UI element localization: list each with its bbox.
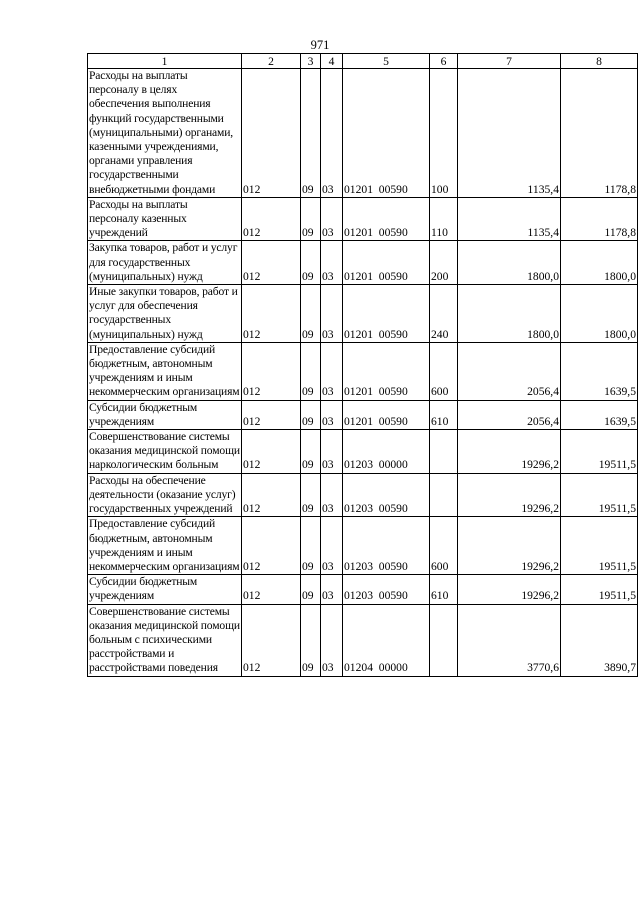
header-cell-3: 3 [301, 54, 321, 69]
cell-col7: 19296,2 [458, 517, 561, 575]
cell-col3: 09 [301, 69, 321, 198]
cell-col5: 01201 00590 [343, 342, 430, 400]
cell-col7: 19296,2 [458, 473, 561, 517]
cell-col6: 610 [430, 575, 458, 604]
table-row [88, 400, 638, 429]
row-name: Субсидии бюджетным учреждениям [88, 400, 242, 429]
header-cell-8: 8 [561, 54, 638, 69]
cell-col5: 01201 00590 [343, 285, 430, 343]
cell-col6: 100 [430, 69, 458, 198]
cell-col5: 01203 00590 [343, 517, 430, 575]
cell-col5: 01204 00000 [343, 604, 430, 676]
table-row [88, 517, 638, 575]
cell-col3: 09 [301, 517, 321, 575]
cell-col7: 1800,0 [458, 285, 561, 343]
cell-col5: 01201 00590 [343, 241, 430, 285]
cell-col4: 03 [321, 473, 343, 517]
cell-col6: 600 [430, 517, 458, 575]
table-row [88, 241, 638, 285]
cell-col3: 09 [301, 285, 321, 343]
cell-col2: 012 [242, 400, 301, 429]
cell-col5: 01203 00000 [343, 430, 430, 474]
row-name: Расходы на выплаты персоналу в целях обеспечения выполнения функций государственными (муниципальными) органами, казенными учреждениями, органами управления государственными внебюджетными фондами [88, 69, 242, 198]
cell-col8: 1178,8 [561, 69, 638, 198]
row-name: Расходы на выплаты персоналу казенных учреждений [88, 197, 242, 241]
table-row [88, 342, 638, 400]
cell-col3: 09 [301, 604, 321, 676]
cell-col7: 19296,2 [458, 430, 561, 474]
cell-col3: 09 [301, 241, 321, 285]
cell-col3: 09 [301, 342, 321, 400]
row-name: Субсидии бюджетным учреждениям [88, 575, 242, 604]
table-row [88, 430, 638, 474]
cell-col6: 600 [430, 342, 458, 400]
header-cell-6: 6 [430, 54, 458, 69]
cell-col8: 1178,8 [561, 197, 638, 241]
cell-col4: 03 [321, 241, 343, 285]
cell-col5: 01201 00590 [343, 197, 430, 241]
table-row [88, 69, 638, 198]
cell-col6 [430, 604, 458, 676]
header-cell-4: 4 [321, 54, 343, 69]
cell-col5: 01201 00590 [343, 69, 430, 198]
cell-col5: 01201 00590 [343, 400, 430, 429]
cell-col7: 2056,4 [458, 400, 561, 429]
cell-col4: 03 [321, 575, 343, 604]
cell-col4: 03 [321, 69, 343, 198]
cell-col2: 012 [242, 473, 301, 517]
cell-col2: 012 [242, 604, 301, 676]
row-name: Иные закупки товаров, работ и услуг для обеспечения государственных (муниципальных) нужд [88, 285, 242, 343]
cell-col4: 03 [321, 517, 343, 575]
cell-col2: 012 [242, 69, 301, 198]
cell-col3: 09 [301, 575, 321, 604]
page-number: 971 [310, 38, 330, 52]
cell-col7: 1135,4 [458, 197, 561, 241]
cell-col8: 19511,5 [561, 575, 638, 604]
row-name: Совершенствование системы оказания медицинской помощи больным с психическими расстройствами и расстройствами поведения [89, 604, 240, 675]
cell-col8: 19511,5 [561, 473, 638, 517]
row-name: Закупка товаров, работ и услуг для государственных (муниципальных) нужд [88, 241, 242, 285]
table-row [88, 575, 638, 604]
budget-table [87, 53, 638, 677]
cell-col3: 09 [301, 430, 321, 474]
cell-col2: 012 [242, 575, 301, 604]
cell-col7: 3770,6 [458, 604, 561, 676]
cell-col4: 03 [321, 400, 343, 429]
cell-col2: 012 [242, 241, 301, 285]
cell-col4: 03 [321, 197, 343, 241]
header-cell-2: 2 [242, 54, 301, 69]
table-row [88, 473, 638, 517]
row-name: Расходы на обеспечение деятельности (оказание услуг) государственных учреждений [88, 473, 242, 517]
header-row [88, 54, 638, 69]
cell-col6: 610 [430, 400, 458, 429]
table-row [88, 285, 638, 343]
cell-col4: 03 [321, 604, 343, 676]
cell-col4: 03 [321, 430, 343, 474]
cell-col3: 09 [301, 400, 321, 429]
cell-col7: 1135,4 [458, 69, 561, 198]
cell-col8: 1800,0 [561, 241, 638, 285]
cell-col5: 01203 00590 [343, 473, 430, 517]
cell-col3: 09 [301, 473, 321, 517]
cell-col6 [430, 430, 458, 474]
header-cell-5: 5 [343, 54, 430, 69]
cell-col6 [430, 473, 458, 517]
cell-col4: 03 [321, 342, 343, 400]
cell-col6: 110 [430, 197, 458, 241]
cell-col5: 01203 00590 [343, 575, 430, 604]
cell-col8: 1639,5 [561, 400, 638, 429]
cell-col7: 19296,2 [458, 575, 561, 604]
cell-col3: 09 [301, 197, 321, 241]
cell-col2: 012 [242, 285, 301, 343]
cell-col4: 03 [321, 285, 343, 343]
header-cell-1: 1 [88, 54, 242, 69]
table-row [88, 604, 638, 676]
cell-col7: 2056,4 [458, 342, 561, 400]
cell-col2: 012 [242, 430, 301, 474]
header-cell-7: 7 [458, 54, 561, 69]
cell-col8: 19511,5 [561, 430, 638, 474]
table-row [88, 197, 638, 241]
row-name: Предоставление субсидий бюджетным, автономным учреждениям и иным некоммерческим организациям [88, 517, 242, 575]
cell-col8: 1639,5 [561, 342, 638, 400]
cell-col2: 012 [242, 197, 301, 241]
cell-col8: 19511,5 [561, 517, 638, 575]
cell-col7: 1800,0 [458, 241, 561, 285]
cell-col8: 1800,0 [561, 285, 638, 343]
cell-col6: 200 [430, 241, 458, 285]
cell-col8: 3890,7 [561, 604, 638, 676]
row-name: Предоставление субсидий бюджетным, автономным учреждениям и иным некоммерческим организациям [88, 342, 242, 400]
cell-col2: 012 [242, 517, 301, 575]
row-name: Совершенствование системы оказания медицинской помощи наркологическим больным [89, 430, 240, 472]
cell-col6: 240 [430, 285, 458, 343]
cell-col2: 012 [242, 342, 301, 400]
